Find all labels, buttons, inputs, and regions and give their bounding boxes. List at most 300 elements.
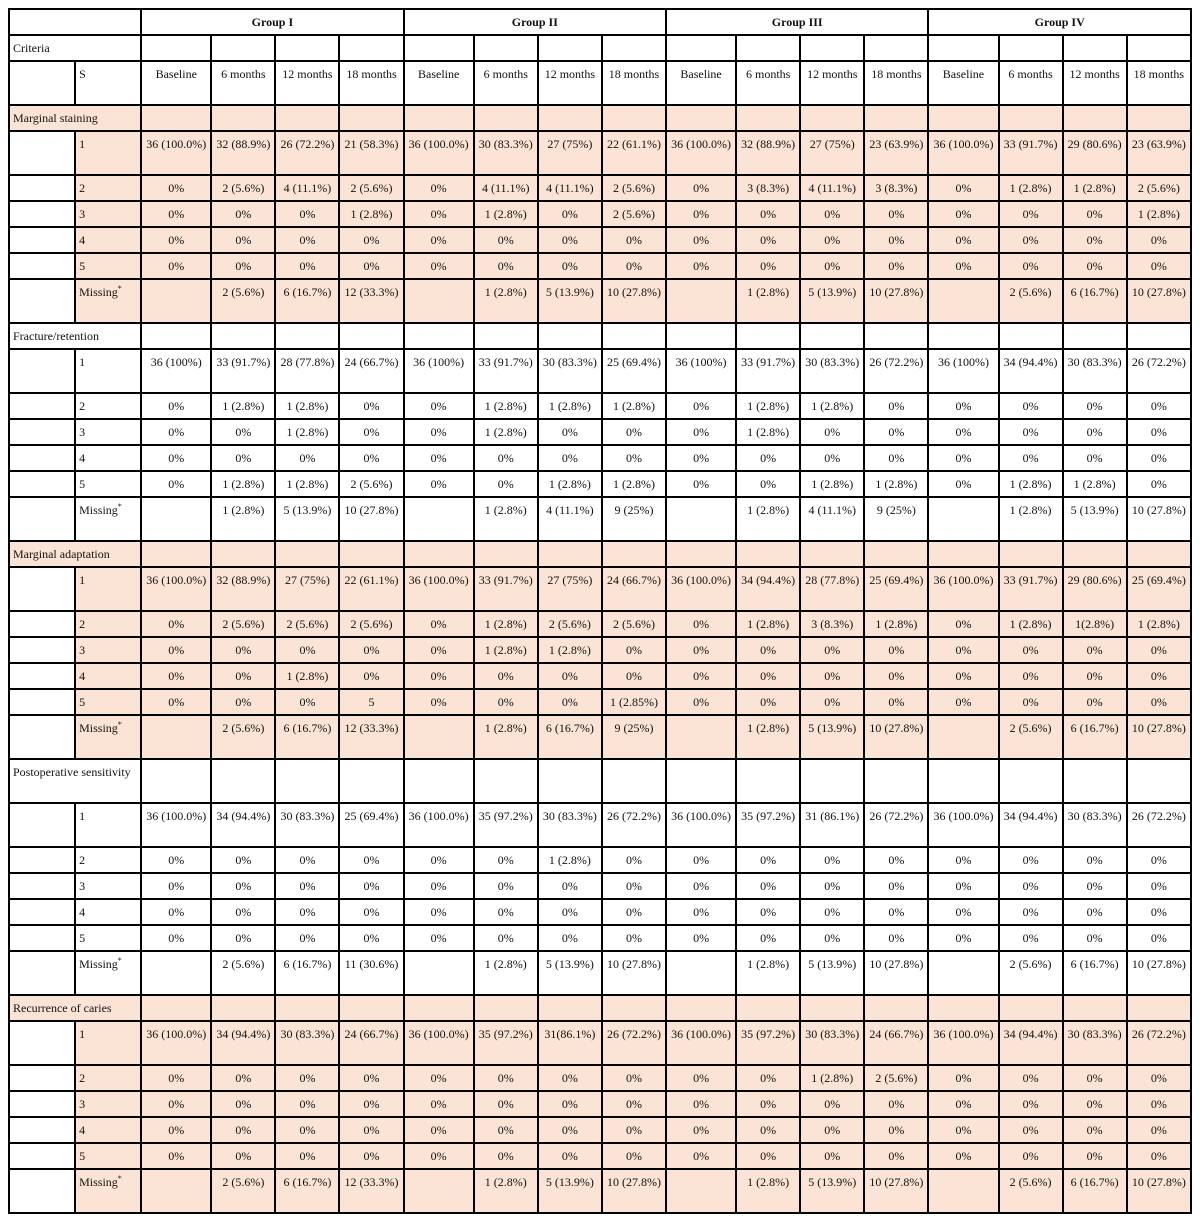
value-cell: 1 (2.8%): [474, 279, 538, 323]
value-cell: 0%: [211, 637, 275, 663]
value-cell: 30 (83.3%): [800, 1021, 864, 1065]
value-cell: 3 (8.3%): [736, 175, 800, 201]
value-cell: 0%: [1063, 253, 1127, 279]
section-title: Recurrence of caries: [9, 995, 141, 1021]
value-cell: 10 (27.8%): [1127, 497, 1191, 541]
value-cell: 0%: [339, 253, 403, 279]
value-cell: 0%: [928, 925, 998, 951]
value-cell: 0%: [800, 1117, 864, 1143]
value-cell: 36 (100.0%): [404, 567, 474, 611]
value-cell: 35 (97.2%): [474, 803, 538, 847]
value-cell: 0%: [666, 393, 736, 419]
value-cell: 0%: [141, 445, 211, 471]
value-cell: 0%: [602, 1091, 666, 1117]
value-cell: 1 (2.8%): [736, 419, 800, 445]
value-cell: 0%: [404, 689, 474, 715]
value-cell: 25 (69.4%): [864, 567, 928, 611]
value-cell: 0%: [864, 253, 928, 279]
value-cell: 12 (33.3%): [339, 279, 403, 323]
value-cell: 30 (83.3%): [800, 349, 864, 393]
value-cell: 1 (2.8%): [999, 175, 1063, 201]
value-cell: 10 (27.8%): [602, 279, 666, 323]
value-cell: 0%: [141, 393, 211, 419]
value-cell: 0%: [538, 419, 602, 445]
value-cell: 0%: [339, 925, 403, 951]
value-cell: 1 (2.8%): [474, 637, 538, 663]
value-cell: 0%: [339, 663, 403, 689]
value-cell: 0%: [1063, 419, 1127, 445]
value-cell: 0%: [864, 663, 928, 689]
period-header: 12 months: [538, 61, 602, 105]
value-cell: 0%: [141, 637, 211, 663]
value-cell: 1 (2.8%): [474, 393, 538, 419]
value-cell: 30 (83.3%): [538, 803, 602, 847]
value-cell: 1 (2.8%): [999, 611, 1063, 637]
value-cell: 0%: [339, 227, 403, 253]
value-cell: 0%: [404, 637, 474, 663]
value-cell: 34 (94.4%): [211, 1021, 275, 1065]
value-cell: 0%: [999, 899, 1063, 925]
section-title: Marginal staining: [9, 105, 141, 131]
value-cell: 12 (33.3%): [339, 1169, 403, 1213]
value-cell: 26 (72.2%): [602, 803, 666, 847]
score-cell: 3: [75, 1091, 141, 1117]
value-cell: 27 (75%): [538, 131, 602, 175]
table-row: [9, 803, 1191, 847]
value-cell: 0%: [404, 253, 474, 279]
value-cell: 0%: [800, 689, 864, 715]
value-cell: 0%: [999, 227, 1063, 253]
value-cell: 0%: [275, 873, 339, 899]
period-header: 6 months: [736, 61, 800, 105]
value-cell: 10 (27.8%): [1127, 951, 1191, 995]
table-row: [9, 419, 1191, 445]
value-cell: 1 (2.8%): [474, 201, 538, 227]
value-cell: [666, 1169, 736, 1213]
period-header-row: [9, 61, 1191, 105]
value-cell: 0%: [141, 689, 211, 715]
value-cell: 0%: [800, 637, 864, 663]
value-cell: 10 (27.8%): [864, 1169, 928, 1213]
value-cell: 0%: [928, 1143, 998, 1169]
value-cell: 0%: [999, 873, 1063, 899]
score-cell: 4: [75, 227, 141, 253]
value-cell: 0%: [339, 873, 403, 899]
value-cell: 1 (2.8%): [864, 471, 928, 497]
value-cell: 1 (2.8%): [275, 393, 339, 419]
value-cell: 22 (61.1%): [339, 567, 403, 611]
value-cell: 0%: [928, 611, 998, 637]
table-row: [9, 1021, 1191, 1065]
value-cell: 0%: [928, 689, 998, 715]
value-cell: 0%: [999, 1143, 1063, 1169]
value-cell: 2 (5.6%): [999, 951, 1063, 995]
value-cell: 34 (94.4%): [999, 349, 1063, 393]
value-cell: 26 (72.2%): [864, 349, 928, 393]
value-cell: 0%: [602, 253, 666, 279]
table-row: [9, 611, 1191, 637]
value-cell: 0%: [404, 873, 474, 899]
value-cell: 0%: [339, 445, 403, 471]
value-cell: 0%: [404, 1065, 474, 1091]
value-cell: 0%: [999, 201, 1063, 227]
value-cell: 0%: [736, 873, 800, 899]
value-cell: 3 (8.3%): [800, 611, 864, 637]
value-cell: 24 (66.7%): [602, 567, 666, 611]
value-cell: 0%: [474, 1091, 538, 1117]
footnote-mark: *: [117, 1174, 122, 1183]
value-cell: 36 (100.0%): [928, 567, 998, 611]
value-cell: 6 (16.7%): [1063, 1169, 1127, 1213]
value-cell: [141, 279, 211, 323]
value-cell: 0%: [800, 663, 864, 689]
value-cell: 30 (83.3%): [538, 349, 602, 393]
value-cell: 0%: [275, 899, 339, 925]
value-cell: 26 (72.2%): [1127, 1021, 1191, 1065]
score-cell: 2: [75, 1065, 141, 1091]
value-cell: 1 (2.8%): [474, 419, 538, 445]
value-cell: 0%: [141, 899, 211, 925]
score-cell: 1: [75, 1021, 141, 1065]
value-cell: 10 (27.8%): [864, 279, 928, 323]
value-cell: 25 (69.4%): [602, 349, 666, 393]
value-cell: 0%: [538, 925, 602, 951]
value-cell: 2 (5.6%): [602, 611, 666, 637]
period-header: 6 months: [474, 61, 538, 105]
value-cell: 0%: [404, 175, 474, 201]
value-cell: 1 (2.8%): [736, 715, 800, 759]
value-cell: 0%: [1063, 637, 1127, 663]
value-cell: 0%: [141, 611, 211, 637]
value-cell: 5 (13.9%): [800, 279, 864, 323]
value-cell: 0%: [666, 1065, 736, 1091]
score-cell: 2: [75, 393, 141, 419]
value-cell: 10 (27.8%): [864, 715, 928, 759]
value-cell: 0%: [1127, 689, 1191, 715]
value-cell: 36 (100.0%): [141, 1021, 211, 1065]
value-cell: 0%: [800, 1091, 864, 1117]
value-cell: 1 (2.8%): [864, 611, 928, 637]
value-cell: 0%: [602, 847, 666, 873]
value-cell: 0%: [736, 201, 800, 227]
score-cell: 5: [75, 925, 141, 951]
value-cell: 0%: [275, 637, 339, 663]
value-cell: 3 (8.3%): [864, 175, 928, 201]
value-cell: 0%: [141, 1117, 211, 1143]
value-cell: [928, 279, 998, 323]
value-cell: 4 (11.1%): [275, 175, 339, 201]
value-cell: 0%: [211, 1143, 275, 1169]
table-row: [9, 1169, 1191, 1213]
value-cell: [928, 715, 998, 759]
value-cell: 6 (16.7%): [1063, 279, 1127, 323]
value-cell: 0%: [602, 899, 666, 925]
value-cell: 31 (86.1%): [800, 803, 864, 847]
value-cell: 0%: [999, 445, 1063, 471]
table-row: [9, 663, 1191, 689]
value-cell: 5 (13.9%): [538, 279, 602, 323]
value-cell: 0%: [736, 1117, 800, 1143]
value-cell: 10 (27.8%): [1127, 279, 1191, 323]
score-cell: 5: [75, 1143, 141, 1169]
value-cell: 0%: [1127, 471, 1191, 497]
value-cell: 5 (13.9%): [800, 1169, 864, 1213]
period-header: 18 months: [339, 61, 403, 105]
value-cell: 36 (100.0%): [928, 1021, 998, 1065]
table-row: [9, 349, 1191, 393]
value-cell: 30 (83.3%): [275, 1021, 339, 1065]
value-cell: 33 (91.7%): [736, 349, 800, 393]
value-cell: 0%: [141, 201, 211, 227]
value-cell: 0%: [666, 847, 736, 873]
value-cell: 1 (2.8%): [538, 637, 602, 663]
value-cell: 0%: [1127, 393, 1191, 419]
value-cell: 0%: [1127, 873, 1191, 899]
value-cell: 0%: [800, 1143, 864, 1169]
score-label: S: [75, 61, 141, 105]
value-cell: 29 (80.6%): [1063, 567, 1127, 611]
value-cell: 0%: [339, 847, 403, 873]
value-cell: 0%: [211, 419, 275, 445]
value-cell: 0%: [404, 1091, 474, 1117]
value-cell: 0%: [666, 201, 736, 227]
corner-cell: [9, 9, 141, 35]
value-cell: 4 (11.1%): [538, 175, 602, 201]
table-row: [9, 1091, 1191, 1117]
value-cell: 2 (5.6%): [339, 611, 403, 637]
score-cell: 4: [75, 663, 141, 689]
value-cell: [928, 497, 998, 541]
table-row: [9, 689, 1191, 715]
table-row: [9, 1117, 1191, 1143]
value-cell: 27 (75%): [275, 567, 339, 611]
value-cell: 0%: [1127, 899, 1191, 925]
value-cell: 26 (72.2%): [275, 131, 339, 175]
value-cell: 0%: [275, 201, 339, 227]
value-cell: 0%: [864, 1117, 928, 1143]
value-cell: 0%: [404, 419, 474, 445]
value-cell: 28 (77.8%): [275, 349, 339, 393]
value-cell: 0%: [602, 419, 666, 445]
value-cell: 0%: [666, 899, 736, 925]
value-cell: 0%: [141, 1091, 211, 1117]
missing-label: Missing*: [75, 1169, 141, 1213]
value-cell: 9 (25%): [864, 497, 928, 541]
value-cell: 0%: [800, 201, 864, 227]
value-cell: [928, 1169, 998, 1213]
value-cell: 0%: [141, 925, 211, 951]
value-cell: 0%: [538, 227, 602, 253]
criteria-label: Criteria: [9, 35, 141, 61]
value-cell: 0%: [928, 445, 998, 471]
value-cell: 1 (2.8%): [999, 497, 1063, 541]
value-cell: 0%: [999, 419, 1063, 445]
value-cell: 26 (72.2%): [1127, 803, 1191, 847]
value-cell: 6 (16.7%): [275, 715, 339, 759]
value-cell: 0%: [666, 227, 736, 253]
value-cell: [404, 715, 474, 759]
section-title: Fracture/retention: [9, 323, 141, 349]
value-cell: 0%: [800, 899, 864, 925]
value-cell: 0%: [474, 445, 538, 471]
value-cell: 0%: [474, 1065, 538, 1091]
value-cell: 0%: [1127, 419, 1191, 445]
value-cell: 5 (13.9%): [538, 1169, 602, 1213]
value-cell: 35 (97.2%): [736, 803, 800, 847]
value-cell: 0%: [211, 873, 275, 899]
group-header-row: [9, 9, 1191, 35]
period-header: 18 months: [1127, 61, 1191, 105]
value-cell: 6 (16.7%): [1063, 715, 1127, 759]
value-cell: 11 (30.6%): [339, 951, 403, 995]
table-row: [9, 637, 1191, 663]
value-cell: 23 (63.9%): [864, 131, 928, 175]
value-cell: 32 (88.9%): [211, 131, 275, 175]
section-header-row: [9, 323, 1191, 349]
value-cell: 10 (27.8%): [1127, 715, 1191, 759]
value-cell: 28 (77.8%): [800, 567, 864, 611]
missing-label: Missing*: [75, 279, 141, 323]
value-cell: 0%: [666, 175, 736, 201]
value-cell: 0%: [602, 1117, 666, 1143]
period-header: 12 months: [275, 61, 339, 105]
score-cell: 5: [75, 689, 141, 715]
value-cell: 1 (2.8%): [211, 497, 275, 541]
value-cell: 0%: [141, 175, 211, 201]
value-cell: 0%: [800, 419, 864, 445]
value-cell: 0%: [538, 1117, 602, 1143]
value-cell: 1 (2.8%): [1063, 175, 1127, 201]
table-row: [9, 279, 1191, 323]
value-cell: 0%: [736, 471, 800, 497]
value-cell: 30 (83.3%): [1063, 803, 1127, 847]
value-cell: 0%: [864, 227, 928, 253]
score-cell: 3: [75, 637, 141, 663]
score-cell: 1: [75, 803, 141, 847]
value-cell: 2 (5.6%): [999, 1169, 1063, 1213]
value-cell: 0%: [666, 925, 736, 951]
value-cell: 0%: [800, 253, 864, 279]
value-cell: 0%: [404, 471, 474, 497]
value-cell: 2 (5.6%): [602, 201, 666, 227]
value-cell: 0%: [1127, 637, 1191, 663]
value-cell: 36 (100.0%): [666, 131, 736, 175]
value-cell: 0%: [404, 445, 474, 471]
value-cell: 6 (16.7%): [275, 1169, 339, 1213]
value-cell: 0%: [666, 611, 736, 637]
value-cell: 36 (100%): [666, 349, 736, 393]
value-cell: 26 (72.2%): [602, 1021, 666, 1065]
score-cell: 2: [75, 611, 141, 637]
value-cell: 0%: [474, 873, 538, 899]
value-cell: 0%: [666, 873, 736, 899]
value-cell: [141, 715, 211, 759]
value-cell: 0%: [474, 1143, 538, 1169]
value-cell: 0%: [666, 637, 736, 663]
value-cell: 1 (2.8%): [736, 951, 800, 995]
score-cell: 3: [75, 419, 141, 445]
value-cell: 0%: [864, 873, 928, 899]
value-cell: 0%: [666, 689, 736, 715]
value-cell: 1 (2.8%): [800, 1065, 864, 1091]
value-cell: 0%: [211, 899, 275, 925]
value-cell: 36 (100.0%): [666, 803, 736, 847]
value-cell: [404, 1169, 474, 1213]
value-cell: 0%: [141, 1143, 211, 1169]
value-cell: 0%: [339, 899, 403, 925]
value-cell: 0%: [404, 925, 474, 951]
value-cell: 26 (72.2%): [864, 803, 928, 847]
score-cell: 2: [75, 847, 141, 873]
value-cell: 0%: [211, 253, 275, 279]
group-header-3: Group III: [666, 9, 928, 35]
value-cell: 0%: [666, 445, 736, 471]
value-cell: 0%: [1127, 1065, 1191, 1091]
value-cell: 0%: [666, 471, 736, 497]
table-row: [9, 497, 1191, 541]
value-cell: 0%: [666, 663, 736, 689]
value-cell: 1 (2.8%): [211, 471, 275, 497]
value-cell: 4 (11.1%): [800, 497, 864, 541]
value-cell: 30 (83.3%): [1063, 1021, 1127, 1065]
value-cell: 36 (100%): [404, 349, 474, 393]
value-cell: 0%: [928, 175, 998, 201]
value-cell: 1 (2.8%): [800, 393, 864, 419]
value-cell: 29 (80.6%): [1063, 131, 1127, 175]
value-cell: 0%: [864, 201, 928, 227]
value-cell: 0%: [275, 1143, 339, 1169]
value-cell: 0%: [275, 847, 339, 873]
value-cell: 0%: [1127, 1117, 1191, 1143]
value-cell: 0%: [928, 419, 998, 445]
value-cell: 32 (88.9%): [736, 131, 800, 175]
missing-label: Missing*: [75, 715, 141, 759]
value-cell: 0%: [928, 1117, 998, 1143]
value-cell: 0%: [1063, 1091, 1127, 1117]
value-cell: 26 (72.2%): [1127, 349, 1191, 393]
value-cell: 2 (5.6%): [211, 279, 275, 323]
value-cell: 10 (27.8%): [339, 497, 403, 541]
table-row: [9, 201, 1191, 227]
value-cell: 0%: [275, 445, 339, 471]
value-cell: 0%: [800, 847, 864, 873]
value-cell: [666, 715, 736, 759]
value-cell: 0%: [141, 847, 211, 873]
section-header-row: [9, 759, 1191, 803]
period-header: 12 months: [800, 61, 864, 105]
value-cell: 0%: [999, 1065, 1063, 1091]
value-cell: 0%: [1063, 393, 1127, 419]
value-cell: 0%: [999, 663, 1063, 689]
value-cell: 0%: [211, 689, 275, 715]
value-cell: 10 (27.8%): [864, 951, 928, 995]
value-cell: 0%: [602, 1143, 666, 1169]
section-header-row: [9, 995, 1191, 1021]
value-cell: 0%: [864, 1143, 928, 1169]
score-cell: 5: [75, 471, 141, 497]
value-cell: 1 (2.8%): [999, 471, 1063, 497]
value-cell: 0%: [1063, 201, 1127, 227]
value-cell: 36 (100.0%): [666, 1021, 736, 1065]
missing-label: Missing*: [75, 497, 141, 541]
value-cell: 0%: [211, 1065, 275, 1091]
value-cell: 0%: [339, 419, 403, 445]
value-cell: 0%: [928, 393, 998, 419]
value-cell: 0%: [1063, 925, 1127, 951]
value-cell: 5 (13.9%): [275, 497, 339, 541]
value-cell: 36 (100.0%): [928, 131, 998, 175]
value-cell: 1 (2.8%): [538, 847, 602, 873]
